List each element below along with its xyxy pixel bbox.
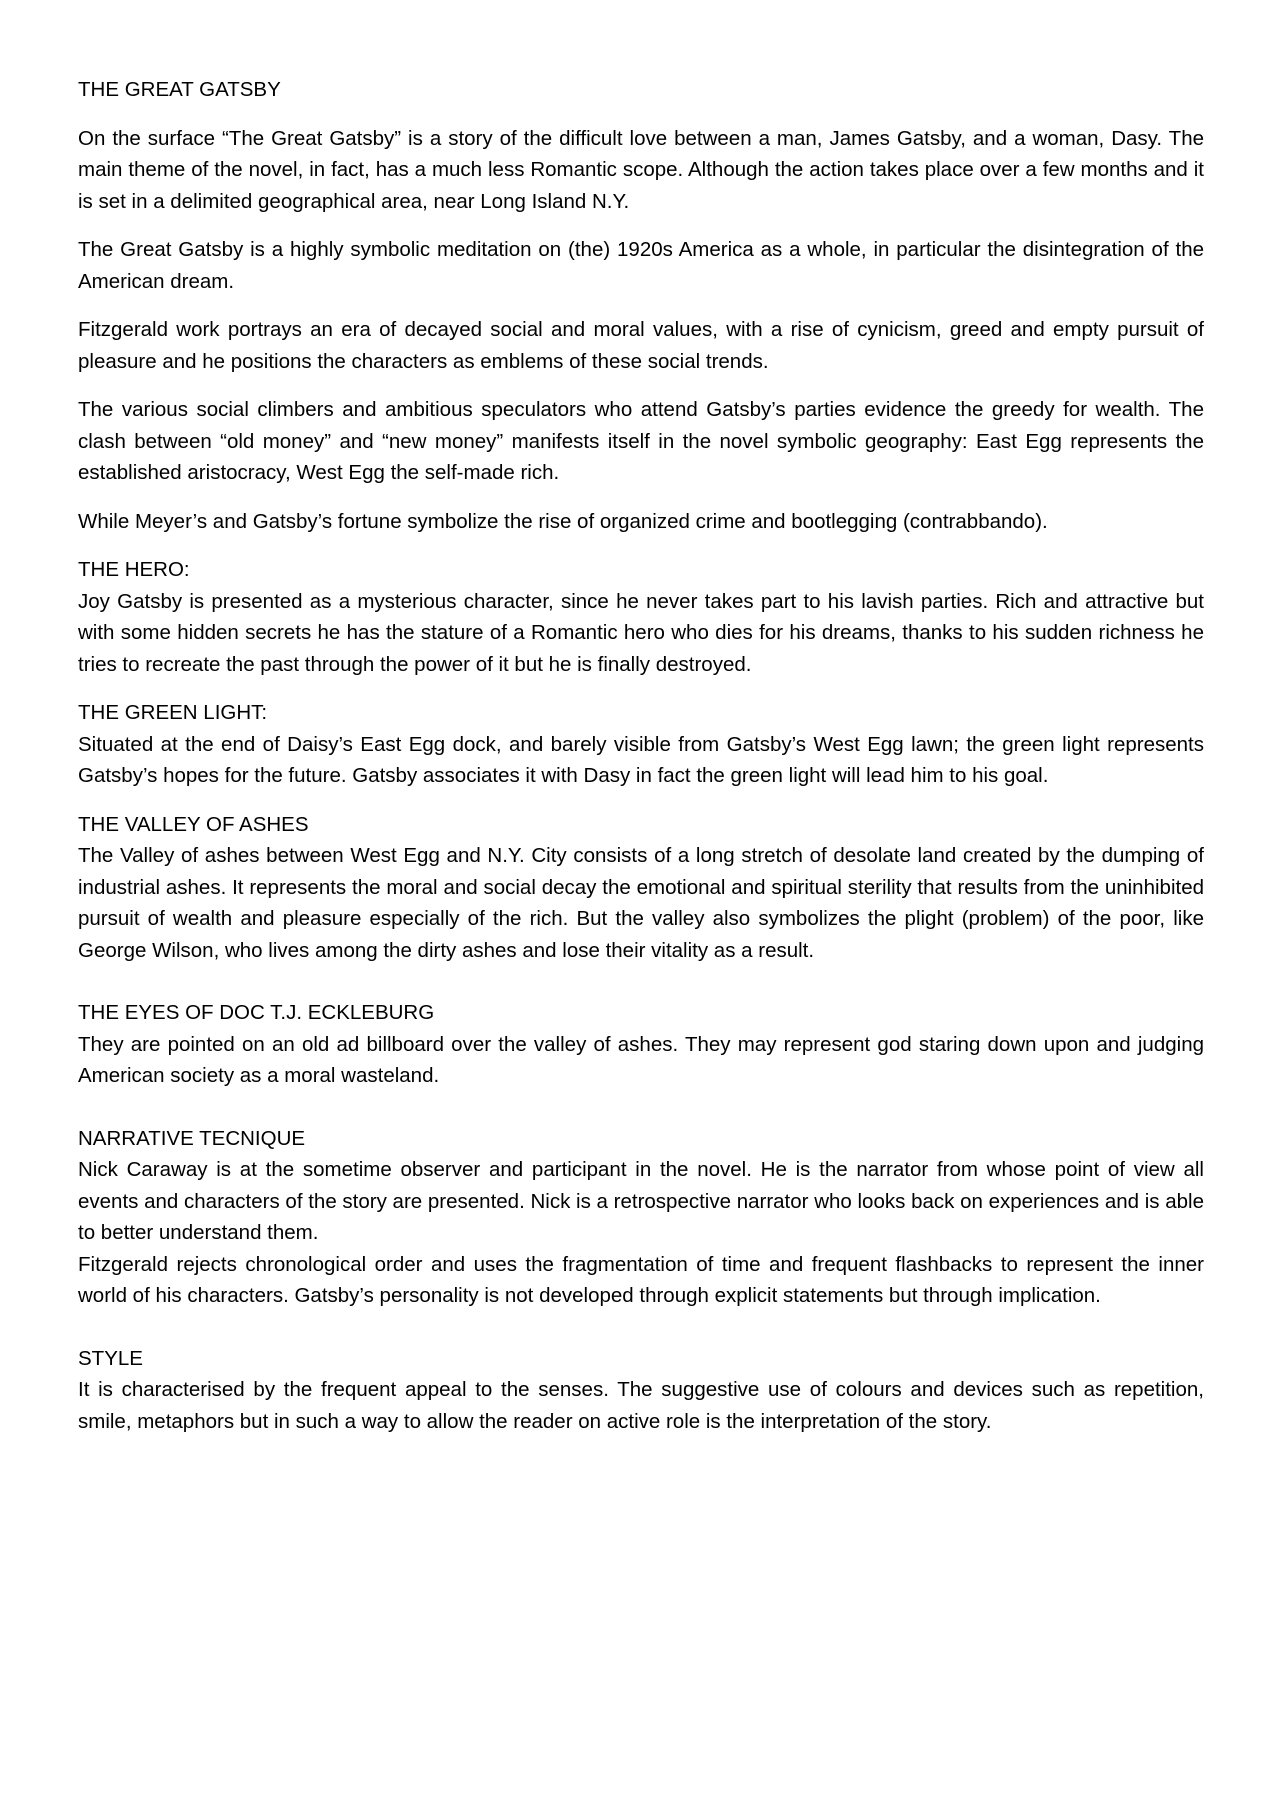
section-heading-style: STYLE <box>78 1346 143 1370</box>
intro-paragraph-4-block <box>78 394 1204 489</box>
section-text-green-light: Situated at the end of Daisy’s East Egg dock, and barely visible from Gatsby’s West Egg lawn; the green light represents Gatsby’s hopes for the future. Gatsby associates it with Dasy in fact the green light will lead him to his goal. <box>78 732 1204 787</box>
section-hero <box>78 554 1204 680</box>
document-title: THE GREAT GATSBY <box>78 78 281 101</box>
intro-paragraph: Fitzgerald work portrays an era of decayed social and moral values, with a rise of cynicism, greed and empty pursuit of pleasure and he positions the characters as emblems of these social trends. <box>78 318 1204 373</box>
intro-paragraph-1-block <box>78 123 1204 218</box>
intro-paragraph: The Great Gatsby is a highly symbolic meditation on (the) 1920s America as a whole, in particular the disintegration of the American dream. <box>78 238 1204 293</box>
section-text-valley: The Valley of ashes between West Egg and N.Y. City consists of a long stretch of desolate land created by the dumping of industrial ashes. It represents the moral and social decay the emotional and spiritual sterility that results from the uninhibited pursuit of wealth and pleasure especially of the rich. But the valley also symbolizes the plight (problem) of the poor, like George Wilson, who lives among the dirty ashes and lose their vitality as a result. <box>78 844 1204 962</box>
section-heading-green-light: THE GREEN LIGHT: <box>78 701 268 724</box>
section-valley-of-ashes <box>78 809 1204 967</box>
section-heading-narrative: NARRATIVE TECNIQUE <box>78 1126 306 1150</box>
section-text-eyes: They are pointed on an old ad billboard over the valley of ashes. They may represent god staring down upon and judging American society as a moral wasteland. <box>78 1032 1204 1087</box>
section-heading-valley: THE VALLEY OF ASHES <box>78 812 309 836</box>
intro-paragraph-2-block <box>78 234 1204 297</box>
section-narrative-technique <box>78 1123 1204 1312</box>
document-title-block <box>78 74 1204 106</box>
intro-paragraph-5-block <box>78 506 1204 538</box>
intro-paragraph: On the surface “The Great Gatsby” is a story of the difficult love between a man, James Gatsby, and a woman, Dasy. The main theme of the novel, in fact, has a much less Romantic scope. Although the action takes place over a few months and it is set in a delimited geographical area, near Long Island N.Y. <box>78 126 1204 213</box>
intro-paragraph: The various social climbers and ambitious speculators who attend Gatsby’s parties evidence the greedy for wealth. The clash between “old money” and “new money” manifests itself in the novel symbolic geography: East Egg represents the established aristocracy, West Egg the self-made rich. <box>78 398 1204 484</box>
section-style <box>78 1343 1204 1438</box>
intro-paragraph-3-block <box>78 314 1204 377</box>
section-eyes-of-eckleburg <box>78 997 1204 1092</box>
intro-paragraph: While Meyer’s and Gatsby’s fortune symbolize the rise of organized crime and bootlegging (contrabbando). <box>78 509 1048 533</box>
section-heading-eyes: THE EYES OF DOC T.J. ECKLEBURG <box>78 1001 435 1024</box>
section-text-narrative-1: Nick Caraway is at the sometime observer and participant in the novel. He is the narrator from whose point of view all events and characters of the story are presented. Nick is a retrospective narrator who looks back on experiences and is able to better understand them. <box>78 1158 1204 1244</box>
section-green-light <box>78 697 1204 792</box>
section-text-narrative-2: Fitzgerald rejects chronological order and uses the fragmentation of time and frequent flashbacks to represent the inner world of his characters. Gatsby’s personality is not developed through explicit statements but through implication. <box>78 1252 1204 1307</box>
section-text-hero: Joy Gatsby is presented as a mysterious character, since he never takes part to his lavish parties. Rich and attractive but with some hidden secrets he has the stature of a Romantic hero who dies for his dreams, thanks to his sudden richness he tries to recreate the past through the power of it but he is finally destroyed. <box>78 589 1204 676</box>
section-text-style: It is characterised by the frequent appeal to the senses. The suggestive use of colours and devices such as repetition, smile, metaphors but in such a way to allow the reader on active role is the interpretation of the story. <box>78 1378 1204 1433</box>
section-heading-hero: THE HERO: <box>78 558 190 581</box>
